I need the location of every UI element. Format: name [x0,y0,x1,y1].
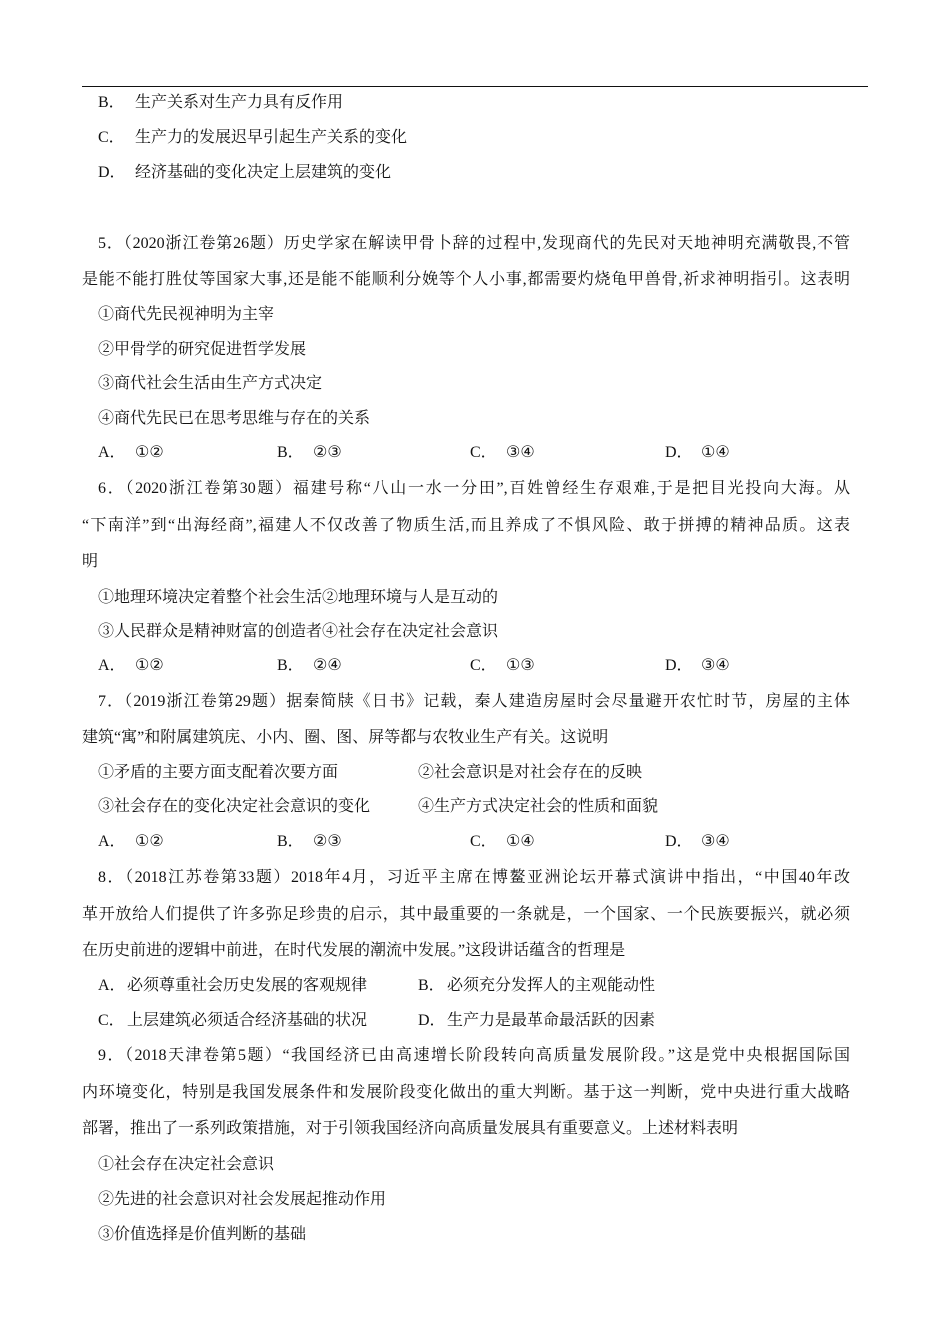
option-label: D． [98,164,126,181]
q6-statement-row-2 [98,622,498,642]
option-label: C． [470,444,497,461]
statement: ②地理环境与人是互动的 [322,589,499,606]
q5-statement-1: ①商代先民视神明为主宰 [98,306,275,323]
option-text: 生产关系对生产力具有反作用 [135,94,344,111]
option-label: A． [98,657,126,674]
q7-stem-line-2: 建筑“寓”和附属建筑庑、小内、圈、图、屏等都与农牧业生产有关。这说明 [82,729,609,746]
q9-statement-2: ②先进的社会意识对社会发展起推动作用 [98,1191,387,1208]
option-text: 生产力的发展迟早引起生产关系的变化 [135,129,408,146]
option-text: 必须充分发挥人的主观能动性 [447,977,656,994]
q7-option-b [277,832,342,852]
q5-statement-4: ④商代先民已在思考思维与存在的关系 [98,410,371,427]
option-text: 经济基础的变化决定上层建筑的变化 [135,164,392,181]
option-label: D． [665,833,693,850]
option-label: A． [98,444,126,461]
question-source: （2020浙江卷第30题） [125,480,293,497]
q9-statement-1: ①社会存在决定社会意识 [98,1156,275,1173]
q5-statement-3: ③商代社会生活由生产方式决定 [98,375,323,392]
option-label: C． [470,657,497,674]
q8-stem-line-1 [98,868,850,888]
question-source: （2019浙江卷第29题） [124,693,287,710]
stem-text: 历史学家在解读甲骨卜辞的过程中,发现商代的先民对天地神明充满敬畏,不管 [283,235,850,252]
question-number: 7． [98,693,125,710]
option-label: C． [98,1012,125,1029]
option-label: C． [470,833,497,850]
header-rule [82,86,868,87]
option-label: D． [665,444,693,461]
question-source: （2018天津卷第5题） [125,1047,283,1064]
option-text: ①③ [506,657,535,674]
option-label: A． [98,833,126,850]
q5-stem-line-1 [98,234,850,254]
q8-stem-line-2: 革开放给人们提供了许多弥足珍贵的启示，其中最重要的一条就是，一个国家、一个民族要振兴，就必须 [82,906,850,923]
q7-stem-line-1 [98,692,850,712]
statement: ①地理环境决定着整个社会生活 [98,589,323,606]
q5-option-d [665,443,730,463]
q7-option-a [98,832,164,852]
q6-statement-row-1 [98,588,498,608]
question-source: （2020浙江卷第26题） [123,235,284,252]
q7-statement-2: ②社会意识是对社会存在的反映 [418,764,643,781]
option-text: ①④ [701,444,730,461]
q6-option-c [470,656,535,676]
question-number: 5． [98,235,124,252]
option-text: ①② [135,657,164,674]
q7-option-d [665,832,730,852]
option-text: 必须尊重社会历史发展的客观规律 [127,977,368,994]
option-label: B． [98,94,125,111]
q9-stem-line-2: 内环境变化，特别是我国发展条件和发展阶段变化做出的重大判断。基于这一判断，党中央进行重大战略 [82,1084,850,1101]
q7-statement-4: ④生产方式决定社会的性质和面貌 [418,798,659,815]
question-number: 9． [98,1047,125,1064]
prev-option-b [98,93,343,113]
stem-text: “我国经济已由高速增长阶段转向高质量发展阶段。”这是党中央根据国际国 [282,1047,850,1064]
q9-stem-line-3: 部署，推出了一系列政策措施，对于引领我国经济向高质量发展具有重要意义。上述材料表明 [82,1120,739,1137]
option-text: 上层建筑必须适合经济基础的状况 [127,1012,368,1029]
option-text: 生产力是最革命最活跃的因素 [447,1012,656,1029]
option-label: D． [665,657,693,674]
question-source: （2018江苏卷第33题） [125,869,291,886]
q5-stem-line-2: 是能不能打胜仗等国家大事,还是能不能顺利分娩等个人小事,都需要灼烧龟甲兽骨,祈求神明指引。这表明 [82,271,850,288]
option-label: D． [418,1012,446,1029]
statement: ④社会存在决定社会意识 [322,623,499,640]
option-label: C． [98,129,125,146]
q5-statement-2: ②甲骨学的研究促进哲学发展 [98,341,307,358]
option-text: ③④ [701,833,730,850]
q6-stem-line-2: “下南洋”到“出海经商”,福建人不仅改善了物质生活,而且养成了不惧风险、敢于拼搏的精神品质。这表 [82,517,850,534]
q6-stem-line-1 [98,479,850,499]
question-number: 8． [98,869,126,886]
option-text: ①④ [506,833,535,850]
q5-option-a [98,443,164,463]
option-text: ②③ [313,833,342,850]
stem-text: 据秦简牍《日书》记载，秦人建造房屋时会尽量避开农忙时节，房屋的主体 [286,693,850,710]
q8-option-c [98,1011,367,1031]
option-label: B． [277,833,304,850]
prev-option-c [98,128,407,148]
option-label: B． [418,977,445,994]
option-text: ①② [135,833,164,850]
q5-option-b [277,443,342,463]
option-text: ②④ [313,657,342,674]
prev-option-d [98,163,391,183]
option-text: ②③ [313,444,342,461]
option-label: B． [277,657,304,674]
q8-option-b [418,976,655,996]
q6-option-a [98,656,164,676]
q8-stem-line-3: 在历史前进的逻辑中前进，在时代发展的潮流中发展。”这段讲话蕴含的哲理是 [82,942,626,959]
q7-statement-3: ③社会存在的变化决定社会意识的变化 [98,798,371,815]
q7-statement-1: ①矛盾的主要方面支配着次要方面 [98,764,339,781]
option-text: ③④ [701,657,730,674]
q6-option-d [665,656,730,676]
option-label: A． [98,977,126,994]
q7-option-c [470,832,535,852]
option-text: ①② [135,444,164,461]
statement: ③人民群众是精神财富的创造者 [98,623,323,640]
option-label: B． [277,444,304,461]
option-text: ③④ [506,444,535,461]
q8-option-d [418,1011,655,1031]
q5-option-c [470,443,535,463]
stem-text: 福建号称“八山一水一分田”,百姓曾经生存艰难,于是把目光投向大海。从 [292,480,850,497]
q6-stem-line-3: 明 [82,553,99,570]
q6-option-b [277,656,342,676]
question-number: 6． [98,480,126,497]
q9-stem-line-1 [98,1046,850,1066]
stem-text: 2018年4月，习近平主席在博鳌亚洲论坛开幕式演讲中指出，“中国40年改 [291,869,850,886]
q8-option-a [98,976,367,996]
q9-statement-3: ③价值选择是价值判断的基础 [98,1226,307,1243]
